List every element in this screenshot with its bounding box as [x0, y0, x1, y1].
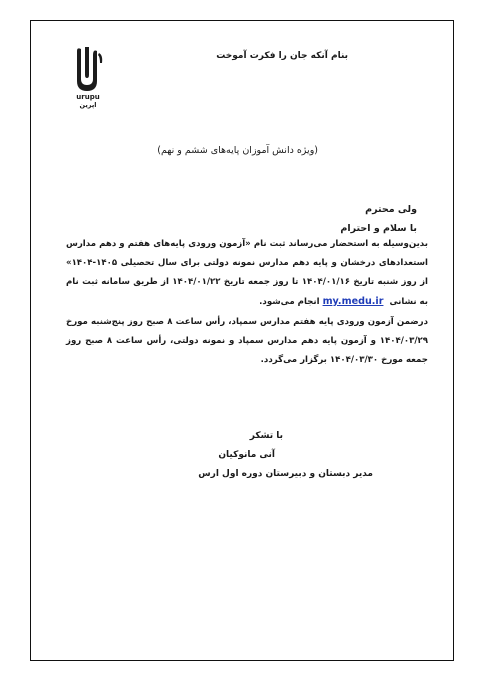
logo-text: urupu — [76, 93, 100, 101]
salutation — [340, 200, 417, 238]
letter-heading: بنام آنکه جان را فکرت آموخت — [216, 51, 348, 61]
signature-name: آنی مانوکیان — [218, 450, 275, 460]
body-paragraph-1 — [66, 235, 428, 312]
paragraph-1-end: انجام می‌شود. — [259, 297, 320, 307]
registration-link[interactable]: my.medu.ir — [322, 296, 384, 307]
signature-closing: با تشکر — [249, 431, 283, 441]
school-logo — [71, 45, 105, 109]
school-logo-icon — [71, 45, 105, 109]
logo-sub-text: اپرین — [79, 101, 97, 109]
body-paragraph-2: درضمن آزمون ورودی پایه هفتم مدارس سمپاد، رأس ساعت ۸ صبح روز پنج‌شنبه مورخ ۱۴۰۴/۰۳/۲۹ و آزمون پایه دهم مدارس سمپاد و نمونه دولتی، رأس ساعت ۸ صبح روز جمعه مورخ ۱۴۰۴/۰۳/۳۰ برگزار می‌گردد. — [66, 317, 429, 365]
letter-subject: (ویژه دانش آموزان پایه‌های ششم و نهم) — [157, 145, 318, 156]
signature-block — [198, 427, 373, 484]
salutation-line-2: با سلام و احترام — [340, 223, 417, 234]
salutation-line-1: ولی محترم — [365, 204, 417, 215]
paragraph-1-text: بدین‌وسیله به استحضار می‌رساند ثبت نام «آزمون ورودی پایه‌های هفتم و دهم مدارس استعدادهای درخشان و پایه دهم مدارس نمونه دولتی برای سال تحصیلی ۱۴۰۵-۱۴۰۴» از روز شنبه تاریخ ۱۴۰۴/۰۱/۱۶ تا روز جمعه تاریخ ۱۴۰۴/۰۱/۲۲ از طریق سامانه ثبت نام به نشانی — [66, 239, 428, 307]
signature-title: مدیر دبستان و دبیرستان دوره اول ارس — [198, 469, 373, 479]
